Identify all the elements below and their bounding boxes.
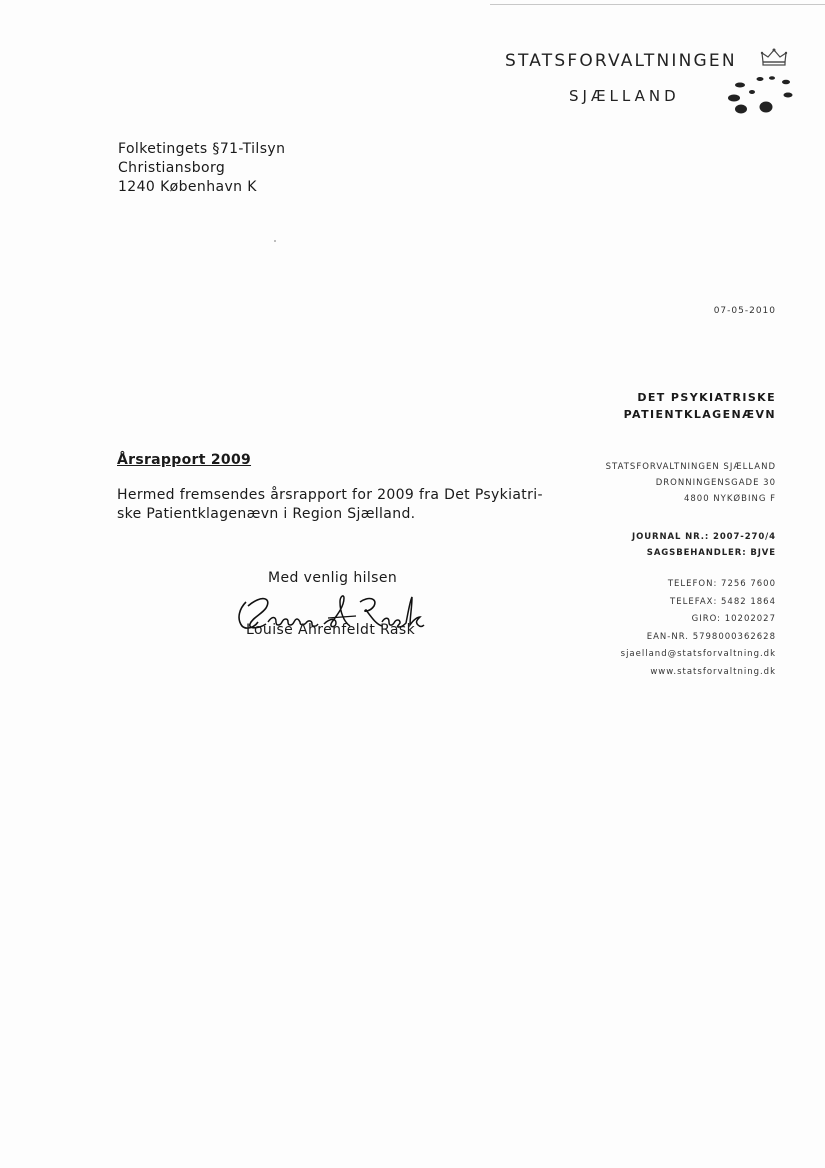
sender-department [600,389,776,423]
case-reference [560,529,776,561]
caseworker: SAGSBEHANDLER: BJVE [646,548,776,558]
sender-org: STATSFORVALTNINGEN SJÆLLAND [605,462,776,472]
sender-address [560,459,776,507]
giro: GIRO: 10202027 [691,614,776,624]
recipient-line-1: Folketingets §71-Tilsyn [118,141,286,157]
scan-speck [274,240,276,242]
recipient-line-2: Christiansborg [118,160,226,176]
contact-info [560,576,776,681]
signer-name: Louise Ahrenfeldt Rask [246,622,416,638]
recipient-address [118,140,285,197]
department-line-2: PATIENTKLAGENÆVN [623,408,776,421]
fax: TELEFAX: 5482 1864 [670,596,776,607]
sender-city: 4800 NYKØBING F [683,494,776,504]
email: sjaelland@statsforvaltning.dk [620,649,776,659]
journal-number: JOURNAL NR.: 2007-270/4 [632,532,776,542]
body-line-2: ske Patientklagenævn i Region Sjælland. [117,506,416,522]
scan-edge-line [490,4,825,5]
recipient-line-3: 1240 København K [118,179,257,195]
body-line-1: Hermed fremsendes årsrapport for 2009 fra Det Psykiatri- [117,487,543,503]
website: www.statsforvaltning.dk [650,666,776,677]
sender-street: DRONNINGENSGADE 30 [655,478,776,488]
phone: TELEFON: 7256 7600 [667,579,776,589]
letterhead-org-name: STATSFORVALTNINGEN [505,51,737,71]
closing-greeting: Med venlig hilsen [268,570,398,586]
letter-date: 07-05-2010 [713,306,776,316]
ean-number: EAN-NR. 5798000362628 [646,631,776,642]
letterhead-region-name: SJÆLLAND [569,87,680,105]
crown-icon [760,47,788,67]
letter-subject: Årsrapport 2009 [117,452,252,468]
dots-logo-icon [722,72,794,120]
department-line-1: DET PSYKIATRISKE [637,391,776,404]
letter-body [117,486,572,524]
